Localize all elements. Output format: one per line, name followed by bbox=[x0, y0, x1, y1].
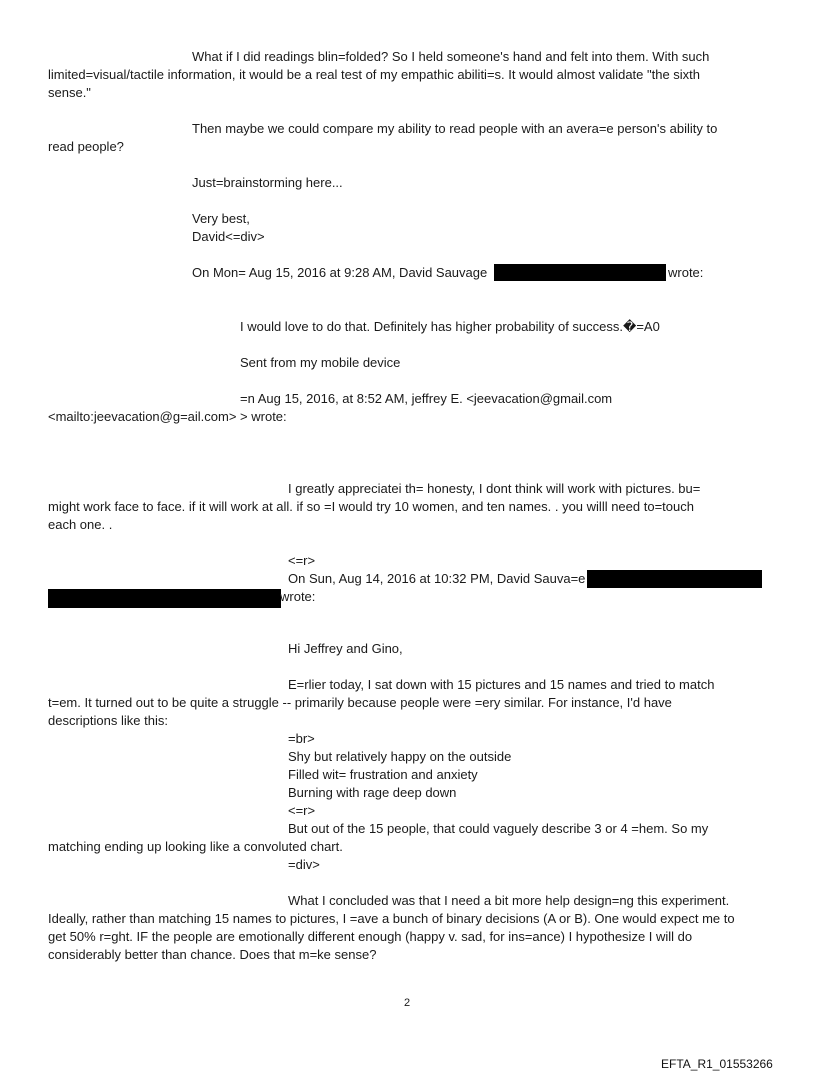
text-line-5: read people? bbox=[48, 139, 124, 154]
text-line-12: Sent from my mobile device bbox=[240, 355, 401, 370]
text-line-30: But out of the 15 people, that could vaguely describe 3 or 4 =hem. So my bbox=[288, 821, 709, 836]
text-line-34: Ideally, rather than matching 15 names to pictures, I =ave a bunch of binary decisions (A or B). One would expect me to bbox=[48, 911, 735, 926]
text-line-35: get 50% r=ght. IF the people are emotionally different enough (happy v. sad, for ins=ance) I hypothesize I will do bbox=[48, 929, 693, 944]
text-line-16: might work face to face. if it will work at all. if so =I would try 10 women, and ten names. . you willl need to=touch bbox=[48, 499, 694, 514]
redaction-box-2 bbox=[587, 570, 762, 588]
text-line-31: matching ending up looking like a convoluted chart. bbox=[48, 839, 343, 854]
text-line-13: =n Aug 15, 2016, at 8:52 AM, jeffrey E. <jeevacation@gmail.com bbox=[240, 391, 613, 406]
page-number: 2 bbox=[404, 997, 411, 1009]
text-line-14: <mailto:jeevacation@g=ail.com> > wrote: bbox=[48, 409, 287, 424]
text-line-3: sense." bbox=[48, 85, 91, 100]
text-line-22: E=rlier today, I sat down with 15 pictures and 15 names and tried to match bbox=[288, 677, 715, 692]
text-line-24: descriptions like this: bbox=[48, 713, 168, 728]
text-line-28: Burning with rage deep down bbox=[288, 785, 457, 800]
text-line-33: What I concluded was that I need a bit more help design=ng this experiment. bbox=[288, 893, 730, 908]
text-line-32: =div> bbox=[288, 857, 320, 872]
signoff-line: Very best, bbox=[192, 211, 250, 226]
text-line-17: each one. . bbox=[48, 517, 113, 532]
text-line-26: Shy but relatively happy on the outside bbox=[288, 749, 512, 764]
text-line-36: considerably better than chance. Does that m=ke sense? bbox=[48, 947, 377, 962]
text-line-15: I greatly appreciatei th= honesty, I dont think will work with pictures. bu= bbox=[288, 481, 701, 496]
signature-line: David<=div> bbox=[192, 229, 265, 244]
text-line-25: =br> bbox=[288, 731, 315, 746]
text-line-18: <=r> bbox=[288, 553, 316, 568]
redaction-box-1 bbox=[494, 264, 666, 281]
reply-header-1-wrote: wrote: bbox=[668, 265, 704, 280]
document-id: EFTA_R1_01553266 bbox=[661, 1057, 773, 1071]
text-line-29: <=r> bbox=[288, 803, 316, 818]
text-line-23: t=em. It turned out to be quite a struggle -- primarily because people were =ery similar. For instance, I'd have bbox=[48, 695, 672, 710]
text-line-2: limited=visual/tactile information, it would be a real test of my empathic abiliti=s. It would almost validate "the sixth bbox=[48, 67, 701, 82]
text-line-4: Then maybe we could compare my ability to read people with an avera=e person's ability to bbox=[192, 121, 718, 136]
reply-header-1: On Mon= Aug 15, 2016 at 9:28 AM, David Sauvage bbox=[192, 265, 488, 280]
redaction-box-3 bbox=[48, 589, 281, 608]
reply-header-2-wrote: wrote: bbox=[280, 589, 316, 604]
text-line-11: I would love to do that. Definitely has higher probability of success.�=A0 bbox=[240, 319, 660, 334]
reply-header-2: On Sun, Aug 14, 2016 at 10:32 PM, David Sauva=e bbox=[288, 571, 586, 586]
text-line-6: Just=brainstorming here... bbox=[192, 175, 343, 190]
text-line-27: Filled wit= frustration and anxiety bbox=[288, 767, 478, 782]
greeting-line: Hi Jeffrey and Gino, bbox=[288, 641, 403, 656]
text-line-1: What if I did readings blin=folded? So I held someone's hand and felt into them. With such bbox=[192, 49, 710, 64]
